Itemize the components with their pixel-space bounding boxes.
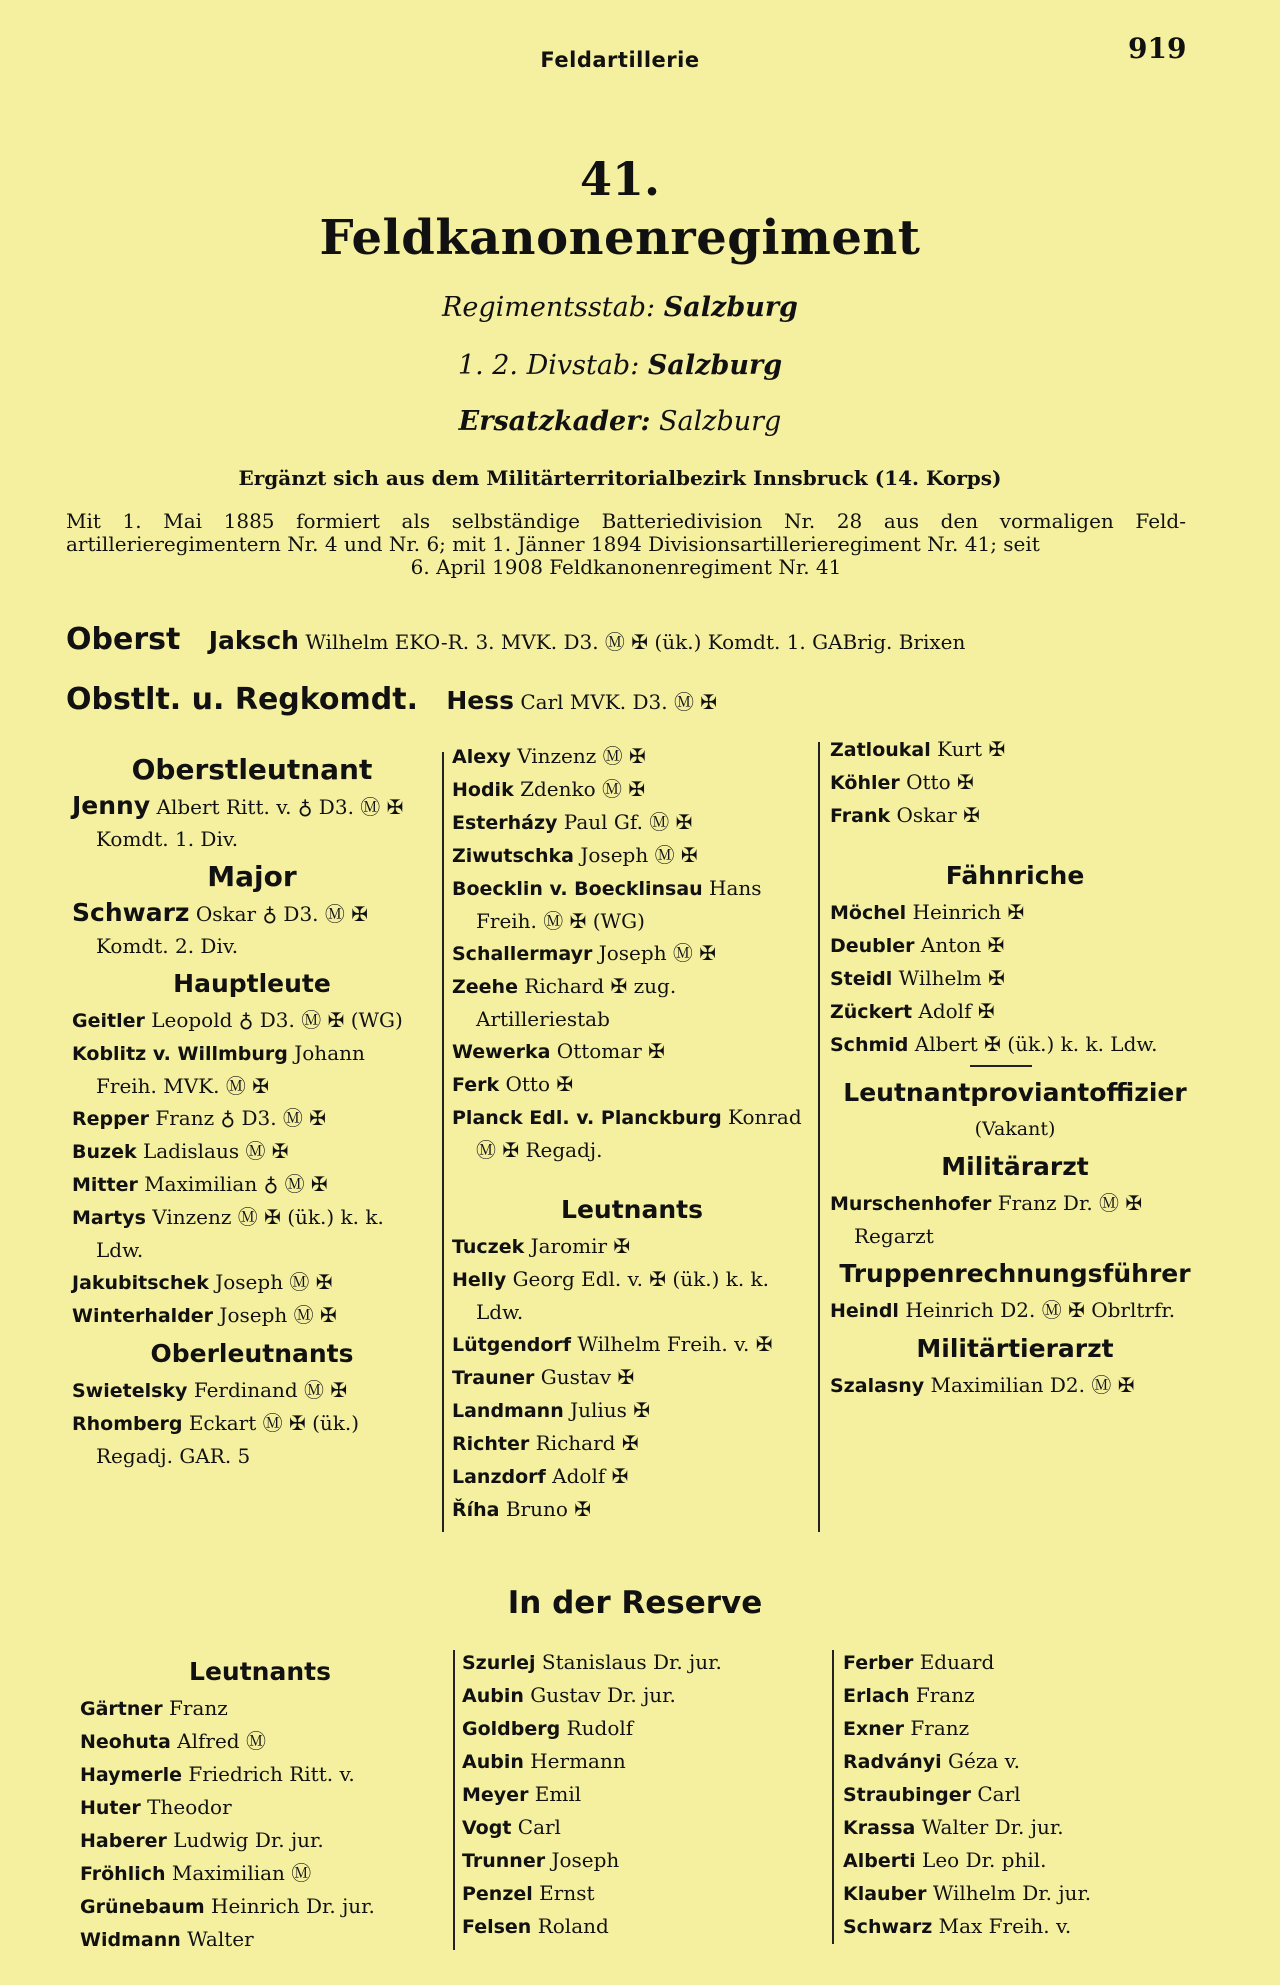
heading-oberstleutnant: Oberstleutnant	[131, 753, 373, 786]
history-paragraph	[66, 510, 1186, 579]
surname: Zeehe	[452, 976, 518, 998]
surname: Penzel	[462, 1883, 533, 1905]
entry-details: Wilhelm Freih. v. ✠	[577, 1332, 773, 1356]
heading-major: Major	[207, 860, 297, 893]
ersatzkader-value: Salzburg	[659, 406, 782, 437]
entry-details: Joseph Ⓜ ✠	[219, 1303, 337, 1327]
surname: Meyer	[462, 1784, 529, 1806]
regiment-number: 41.	[579, 152, 661, 206]
surname: Buzek	[72, 1141, 137, 1163]
heading-oberleutnants: Oberleutnants	[150, 1339, 354, 1368]
list-item	[462, 1778, 822, 1811]
list-item	[72, 1004, 432, 1037]
column-divider	[442, 752, 444, 1532]
surname: Landmann	[452, 1400, 564, 1422]
surname: Felsen	[462, 1916, 532, 1938]
entry-details: Vinzenz Ⓜ ✠ (ük.) k. k. Ldw.	[96, 1205, 384, 1262]
entry-details: Albert Ritt. v. ♁ D3. Ⓜ ✠ Komdt. 1. Div.	[96, 795, 404, 851]
heading-faehnriche: Fähnriche	[945, 861, 1085, 890]
entry-details: Franz Dr. Ⓜ ✠ Regarzt	[854, 1191, 1143, 1248]
entry-details: Vinzenz Ⓜ ✠	[517, 744, 646, 768]
entry-details: Wilhelm ✠	[898, 966, 1005, 990]
entry-details: Walter	[187, 1927, 254, 1951]
list-item	[452, 773, 812, 806]
list-item	[452, 1263, 812, 1328]
surname: Vogt	[462, 1817, 512, 1839]
reserve-column-2	[462, 1646, 822, 1943]
entry-details: Otto ✠	[505, 1072, 574, 1096]
surname: Lütgendorf	[452, 1334, 572, 1356]
entry-details: Eckart Ⓜ ✠ (ük.) Regadj. GAR. 5	[96, 1411, 360, 1468]
surname: Haymerle	[80, 1764, 182, 1786]
running-title: Feldartillerie	[540, 48, 700, 72]
divstab-line	[0, 350, 1240, 381]
list-item	[452, 1394, 812, 1427]
list-item	[452, 806, 812, 839]
entry-list	[80, 1692, 440, 1956]
entry-details: Heinrich Dr. jur.	[211, 1894, 375, 1918]
entry-details: Bruno ✠	[505, 1497, 592, 1521]
entry-details: Wilhelm Dr. jur.	[932, 1881, 1092, 1905]
surname: Swietelsky	[72, 1380, 188, 1402]
list-item	[830, 1294, 1200, 1327]
entry-details: Georg Edl. v. ✠ (ük.) k. k. Ldw.	[476, 1267, 770, 1324]
surname: Jakubitschek	[72, 1272, 209, 1294]
list-item	[452, 1361, 812, 1394]
surname: Widmann	[80, 1929, 181, 1951]
entry-details: Kurt ✠	[937, 737, 1006, 761]
surname: Haberer	[80, 1830, 167, 1852]
surname: Gärtner	[80, 1698, 163, 1720]
regiment-name: Feldkanonenregiment	[319, 210, 921, 266]
surname: Fröhlich	[80, 1863, 166, 1885]
reserve-column-3	[843, 1646, 1203, 1943]
surname: Szurlej	[462, 1652, 536, 1674]
entry-details: Hans Freih. Ⓜ ✠ (WG)	[476, 876, 762, 933]
list-item	[830, 1187, 1200, 1252]
surname: Martys	[72, 1207, 146, 1229]
surname: Köhler	[830, 772, 900, 794]
entry-details: Julius ✠	[570, 1398, 651, 1422]
entry-details: Max Freih. v.	[938, 1914, 1072, 1938]
obstlt-line	[66, 682, 717, 717]
surname: Ziwutschka	[452, 845, 575, 867]
surname: Schmid	[830, 1034, 909, 1056]
entry-details: Stanislaus Dr. jur.	[541, 1650, 722, 1674]
list-item	[830, 962, 1200, 995]
list-item	[830, 766, 1200, 799]
list-item	[462, 1712, 822, 1745]
entry-list	[830, 1294, 1200, 1327]
list-item	[452, 872, 812, 937]
surname: Deubler	[830, 935, 915, 957]
entry-details: Eduard	[919, 1650, 995, 1674]
entry-details: Johann Freih. MVK. Ⓜ ✠	[96, 1041, 365, 1098]
entry-details: Albert ✠ (ük.) k. k. Ldw.	[914, 1032, 1158, 1056]
list-item	[843, 1712, 1203, 1745]
surname: Radványi	[843, 1751, 942, 1773]
surname: Říha	[452, 1499, 500, 1521]
list-item	[72, 1266, 432, 1299]
list-item	[72, 1135, 432, 1168]
ersatzkader-label: Ersatzkader:	[458, 406, 651, 437]
list-item	[72, 1201, 432, 1266]
list-item	[72, 1102, 432, 1135]
surname: Huter	[80, 1797, 141, 1819]
surname: Exner	[843, 1718, 905, 1740]
column-3	[830, 733, 1200, 1402]
surname: Krassa	[843, 1817, 916, 1839]
entry-list	[72, 790, 432, 855]
surname: Schallermayr	[452, 943, 593, 965]
regimentsstab-label: Regimentsstab:	[442, 292, 656, 323]
list-item	[462, 1679, 822, 1712]
surname: Lanzdorf	[452, 1466, 546, 1488]
list-item	[452, 1427, 812, 1460]
list-item	[462, 1844, 822, 1877]
entry-list	[462, 1646, 822, 1943]
entry-details: Joseph Ⓜ ✠	[580, 843, 698, 867]
list-item	[452, 1035, 812, 1068]
list-item	[462, 1910, 822, 1943]
list-item	[462, 1745, 822, 1778]
oberst-line	[66, 622, 965, 657]
surname: Ferk	[452, 1074, 500, 1096]
obstlt-details: Carl MVK. D3. Ⓜ ✠	[520, 690, 718, 714]
list-item	[80, 1824, 440, 1857]
list-item	[452, 1328, 812, 1361]
entry-details: Joseph Ⓜ ✠	[598, 941, 717, 965]
list-item	[452, 1493, 812, 1526]
entry-details: Franz	[915, 1683, 975, 1707]
list-item	[452, 1230, 812, 1263]
column-divider	[818, 742, 820, 1532]
heading-hauptleute: Hauptleute	[173, 969, 331, 998]
entry-details: Ferdinand Ⓜ ✠	[193, 1378, 348, 1402]
ergaenzt-line: Ergänzt sich aus dem Militärterritorialbezirk Innsbruck (14. Korps)	[238, 466, 1002, 490]
list-item	[72, 1299, 432, 1332]
heading-militaertierarzt: Militärtierarzt	[916, 1334, 1114, 1363]
entry-details: Konrad Ⓜ ✠ Regadj.	[476, 1105, 802, 1162]
entry-details: Maximilian D2. Ⓜ ✠	[930, 1373, 1135, 1397]
surname: Planck Edl. v. Planckburg	[452, 1107, 722, 1129]
entry-details: Rudolf	[566, 1716, 634, 1740]
list-item	[830, 1369, 1200, 1402]
reserve-title: In der Reserve	[507, 1585, 763, 1621]
ersatzkader-line	[0, 406, 1240, 437]
entry-details: Heinrich ✠	[912, 900, 1025, 924]
page-number: 919	[1128, 32, 1187, 65]
list-item	[843, 1844, 1203, 1877]
surname: Esterházy	[452, 812, 558, 834]
surname: Schwarz	[72, 898, 190, 927]
surname: Ferber	[843, 1652, 914, 1674]
surname: Schwarz	[843, 1916, 933, 1938]
surname: Geitler	[72, 1010, 145, 1032]
surname: Heindl	[830, 1300, 899, 1322]
surname: Murschenhofer	[830, 1193, 992, 1215]
heading-leutnants: Leutnants	[561, 1195, 703, 1224]
entry-details: Ladislaus Ⓜ ✠	[142, 1139, 289, 1163]
surname: Szalasny	[830, 1375, 925, 1397]
entry-details: Richard ✠ zug. Artilleriestab	[476, 974, 677, 1031]
surname: Trunner	[462, 1850, 546, 1872]
list-item	[843, 1646, 1203, 1679]
surname: Helly	[452, 1269, 507, 1291]
surname: Klauber	[843, 1883, 927, 1905]
surname: Zückert	[830, 1001, 913, 1023]
surname: Aubin	[462, 1751, 524, 1773]
list-item	[830, 929, 1200, 962]
entry-details: Roland	[537, 1914, 609, 1938]
column-divider	[453, 1650, 455, 1950]
column-divider	[832, 1650, 834, 1944]
list-item	[452, 839, 812, 872]
oberst-details: Wilhelm EKO-R. 3. MVK. D3. Ⓜ ✠ (ük.) Komdt. 1. GABrig. Brixen	[305, 630, 966, 654]
history-last: 6. April 1908 Feldkanonenregiment Nr. 41	[410, 555, 842, 579]
entry-list	[72, 897, 432, 962]
list-item	[452, 970, 812, 1035]
entry-details: Carl	[517, 1815, 561, 1839]
section-rule	[970, 1065, 1032, 1067]
entry-details: Adolf ✠	[918, 999, 995, 1023]
entry-details: Otto ✠	[906, 770, 974, 794]
list-item	[80, 1791, 440, 1824]
surname: Goldberg	[462, 1718, 561, 1740]
entry-details: Heinrich D2. Ⓜ ✠ Obrltrfr.	[905, 1298, 1176, 1322]
list-item	[72, 1168, 432, 1201]
list-item	[830, 1028, 1200, 1061]
obstlt-surname: Hess	[446, 686, 514, 715]
entry-details: Adolf ✠	[552, 1464, 629, 1488]
entry-details: Géza v.	[948, 1749, 1020, 1773]
surname: Zatloukal	[830, 739, 931, 761]
list-item	[72, 1374, 432, 1407]
list-item	[80, 1923, 440, 1956]
surname: Erlach	[843, 1685, 910, 1707]
list-item	[843, 1811, 1203, 1844]
entry-details: Ludwig Dr. jur.	[173, 1828, 324, 1852]
surname: Mitter	[72, 1174, 138, 1196]
entry-details: Carl	[977, 1782, 1021, 1806]
list-item	[830, 799, 1200, 832]
list-item	[80, 1890, 440, 1923]
surname: Trauner	[452, 1367, 535, 1389]
regimentsstab-value: Salzburg	[663, 292, 798, 323]
entry-details: Anton ✠	[920, 933, 1005, 957]
surname: Winterhalder	[72, 1305, 214, 1327]
entry-details: Emil	[534, 1782, 582, 1806]
surname: Richter	[452, 1433, 530, 1455]
list-item	[830, 896, 1200, 929]
list-item	[72, 1407, 432, 1472]
list-item	[452, 1068, 812, 1101]
entry-details: Ottomar ✠	[556, 1039, 665, 1063]
divstab-label: 1. 2. Divstab:	[457, 350, 640, 381]
heading-truppenrechnungsfuehrer: Truppenrechnungsführer	[839, 1259, 1191, 1288]
entry-details: Alfred Ⓜ	[177, 1729, 266, 1753]
surname: Alexy	[452, 746, 511, 768]
surname: Repper	[72, 1108, 149, 1130]
list-item	[462, 1877, 822, 1910]
list-item	[452, 740, 812, 773]
list-item	[72, 897, 432, 962]
list-item	[843, 1745, 1203, 1778]
reserve-column-1	[80, 1650, 440, 1956]
list-item	[830, 995, 1200, 1028]
entry-details: Jaromir ✠	[530, 1234, 631, 1258]
list-item	[843, 1877, 1203, 1910]
entry-details: Richard ✠	[535, 1431, 639, 1455]
entry-details: Walter Dr. jur.	[921, 1815, 1064, 1839]
entry-details: Franz	[910, 1716, 970, 1740]
entry-details: Franz	[169, 1696, 228, 1720]
column-2	[452, 740, 812, 1526]
list-item	[830, 733, 1200, 766]
surname: Frank	[830, 805, 891, 827]
surname: Tuczek	[452, 1236, 525, 1258]
list-item	[72, 1037, 432, 1102]
list-item	[80, 1725, 440, 1758]
entry-details: Ernst	[539, 1881, 595, 1905]
list-item	[843, 1910, 1203, 1943]
surname: Aubin	[462, 1685, 524, 1707]
entry-list	[830, 1187, 1200, 1252]
entry-details: Joseph Ⓜ ✠	[215, 1270, 333, 1294]
list-item	[843, 1679, 1203, 1712]
surname: Jenny	[72, 791, 151, 820]
entry-details: Theodor	[147, 1795, 232, 1819]
entry-details: Maximilian Ⓜ	[171, 1861, 312, 1885]
list-item	[452, 1460, 812, 1493]
rank-obstlt: Obstlt. u. Regkomdt.	[66, 682, 418, 717]
history-main: Mit 1. Mai 1885 formiert als selbständige Batteriedivision Nr. 28 aus den vormaligen Feld-artillerieregimentern Nr. 4 und Nr. 6; mit 1. Jänner 1894 Divisionsartillerieregiment Nr. 41; seit	[66, 509, 1186, 556]
surname: Steidl	[830, 968, 893, 990]
entry-details: Zdenko Ⓜ ✠	[520, 777, 646, 801]
entry-list	[452, 740, 812, 1166]
column-1	[72, 748, 432, 1472]
surname: Boecklin v. Boecklinsau	[452, 878, 703, 900]
entry-details: Franz ♁ D3. Ⓜ ✠	[155, 1106, 327, 1130]
entry-details: Maximilian ♁ Ⓜ ✠	[144, 1172, 328, 1196]
proviant-vakant: (Vakant)	[974, 1118, 1056, 1140]
entry-list	[830, 1369, 1200, 1402]
entry-list	[72, 1374, 432, 1472]
entry-details: Paul Gf. Ⓜ ✠	[563, 810, 693, 834]
entry-details: Leopold ♁ D3. Ⓜ ✠ (WG)	[151, 1008, 403, 1032]
entry-details: Oskar ✠	[896, 803, 980, 827]
entry-list	[830, 733, 1200, 832]
heading-reserve-leutnants: Leutnants	[189, 1657, 331, 1686]
surname: Straubinger	[843, 1784, 971, 1806]
entry-details: Leo Dr. phil.	[922, 1848, 1047, 1872]
list-item	[462, 1646, 822, 1679]
entry-list	[72, 1004, 432, 1332]
entry-details: Hermann	[530, 1749, 626, 1773]
list-item	[452, 937, 812, 970]
entry-list	[452, 1230, 812, 1526]
surname: Möchel	[830, 902, 907, 924]
surname: Alberti	[843, 1850, 916, 1872]
list-item	[843, 1778, 1203, 1811]
regimentsstab-line	[0, 292, 1240, 323]
surname: Wewerka	[452, 1041, 551, 1063]
heading-militaerarzt: Militärarzt	[941, 1152, 1089, 1181]
entry-list	[843, 1646, 1203, 1943]
surname: Hodik	[452, 779, 514, 801]
list-item	[80, 1758, 440, 1791]
entry-details: Joseph	[551, 1848, 620, 1872]
list-item	[80, 1857, 440, 1890]
entry-details: Friedrich Ritt. v.	[188, 1762, 355, 1786]
heading-proviantoffizier: Leutnantproviantoffizier	[843, 1078, 1187, 1107]
entry-details: Gustav Dr. jur.	[530, 1683, 676, 1707]
surname: Neohuta	[80, 1731, 171, 1753]
divstab-value: Salzburg	[647, 350, 783, 381]
list-item	[72, 790, 432, 855]
entry-list	[830, 896, 1200, 1061]
list-item	[80, 1692, 440, 1725]
surname: Koblitz v. Willmburg	[72, 1043, 288, 1065]
entry-details: Gustav ✠	[540, 1365, 635, 1389]
entry-details: Oskar ♁ D3. Ⓜ ✠ Komdt. 2. Div.	[96, 902, 369, 958]
list-item	[462, 1811, 822, 1844]
rank-oberst: Oberst	[66, 622, 181, 657]
surname: Grünebaum	[80, 1896, 205, 1918]
surname: Rhomberg	[72, 1413, 183, 1435]
oberst-surname: Jaksch	[208, 626, 299, 655]
list-item	[452, 1101, 812, 1166]
